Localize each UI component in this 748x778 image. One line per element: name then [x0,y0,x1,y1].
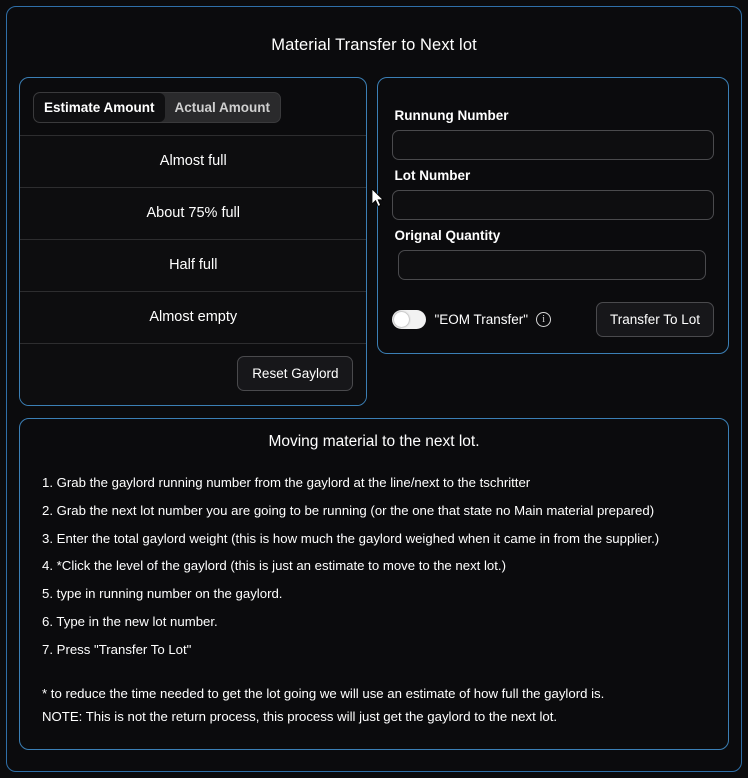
instruction-step: 1. Grab the gaylord running number from the gaylord at the line/next to the tschritter [42,475,531,490]
amount-mode-toggle-group [20,78,366,135]
original-quantity-wrap [392,250,714,280]
running-number-label: Runnung Number [394,108,509,123]
original-quantity-label: Orignal Quantity [394,228,501,243]
instruction-step: 4. *Click the level of the gaylord (this is just an estimate to move to the next lot.) [42,558,506,574]
reset-gaylord-button[interactable]: Reset Gaylord [237,356,353,391]
instruction-step: 6. Type in the new lot number. [42,613,218,629]
lot-number-input[interactable] [392,190,714,220]
estimate-amount-panel [19,77,367,406]
eom-transfer-label: "EOM Transfer" [434,312,529,327]
level-option-almost-empty[interactable]: Almost empty [20,291,366,343]
app-window [6,6,742,772]
toggle-knob-icon [394,312,409,327]
instructions-panel [19,418,729,750]
instruction-step: 3. Enter the total gaylord weight (this is how much the gaylord weighed when it came in from the supplier.) [42,530,660,546]
lot-number-label: Lot Number [394,168,471,183]
instruction-step: 5. type in running number on the gaylord. [42,586,283,602]
level-option-half-full[interactable]: Half full [20,239,366,291]
instruction-step: 7. Press "Transfer To Lot" [42,641,192,657]
segmented-control[interactable] [33,92,281,123]
info-icon[interactable]: i [536,312,551,327]
tab-actual-amount[interactable]: Actual Amount [165,93,281,122]
running-number-input[interactable] [392,130,714,160]
instructions-title: Moving material to the next lot. [268,433,480,450]
transfer-form-panel [377,77,729,354]
eom-transfer-group [392,310,551,329]
form-bottom-controls [392,302,714,337]
instruction-note: NOTE: This is not the return process, this process will just get the gaylord to the next lot. [42,709,558,725]
page-title: Material Transfer to Next lot [271,36,477,54]
spacer [34,668,714,684]
eom-transfer-toggle[interactable] [392,310,426,329]
instruction-note: * to reduce the time needed to get the lot going we will use an estimate of how full the gaylord is. [42,685,605,701]
reset-row [20,343,366,405]
level-option-almost-full[interactable]: Almost full [20,135,366,187]
instruction-step: 2. Grab the next lot number you are going to be running (or the one that state no Main material prepared) [42,502,655,518]
top-row [7,77,741,406]
transfer-to-lot-button[interactable]: Transfer To Lot [596,302,714,337]
original-quantity-input[interactable] [398,250,706,280]
tab-estimate-amount[interactable]: Estimate Amount [34,93,165,122]
level-option-about-75-percent-full[interactable]: About 75% full [20,187,366,239]
